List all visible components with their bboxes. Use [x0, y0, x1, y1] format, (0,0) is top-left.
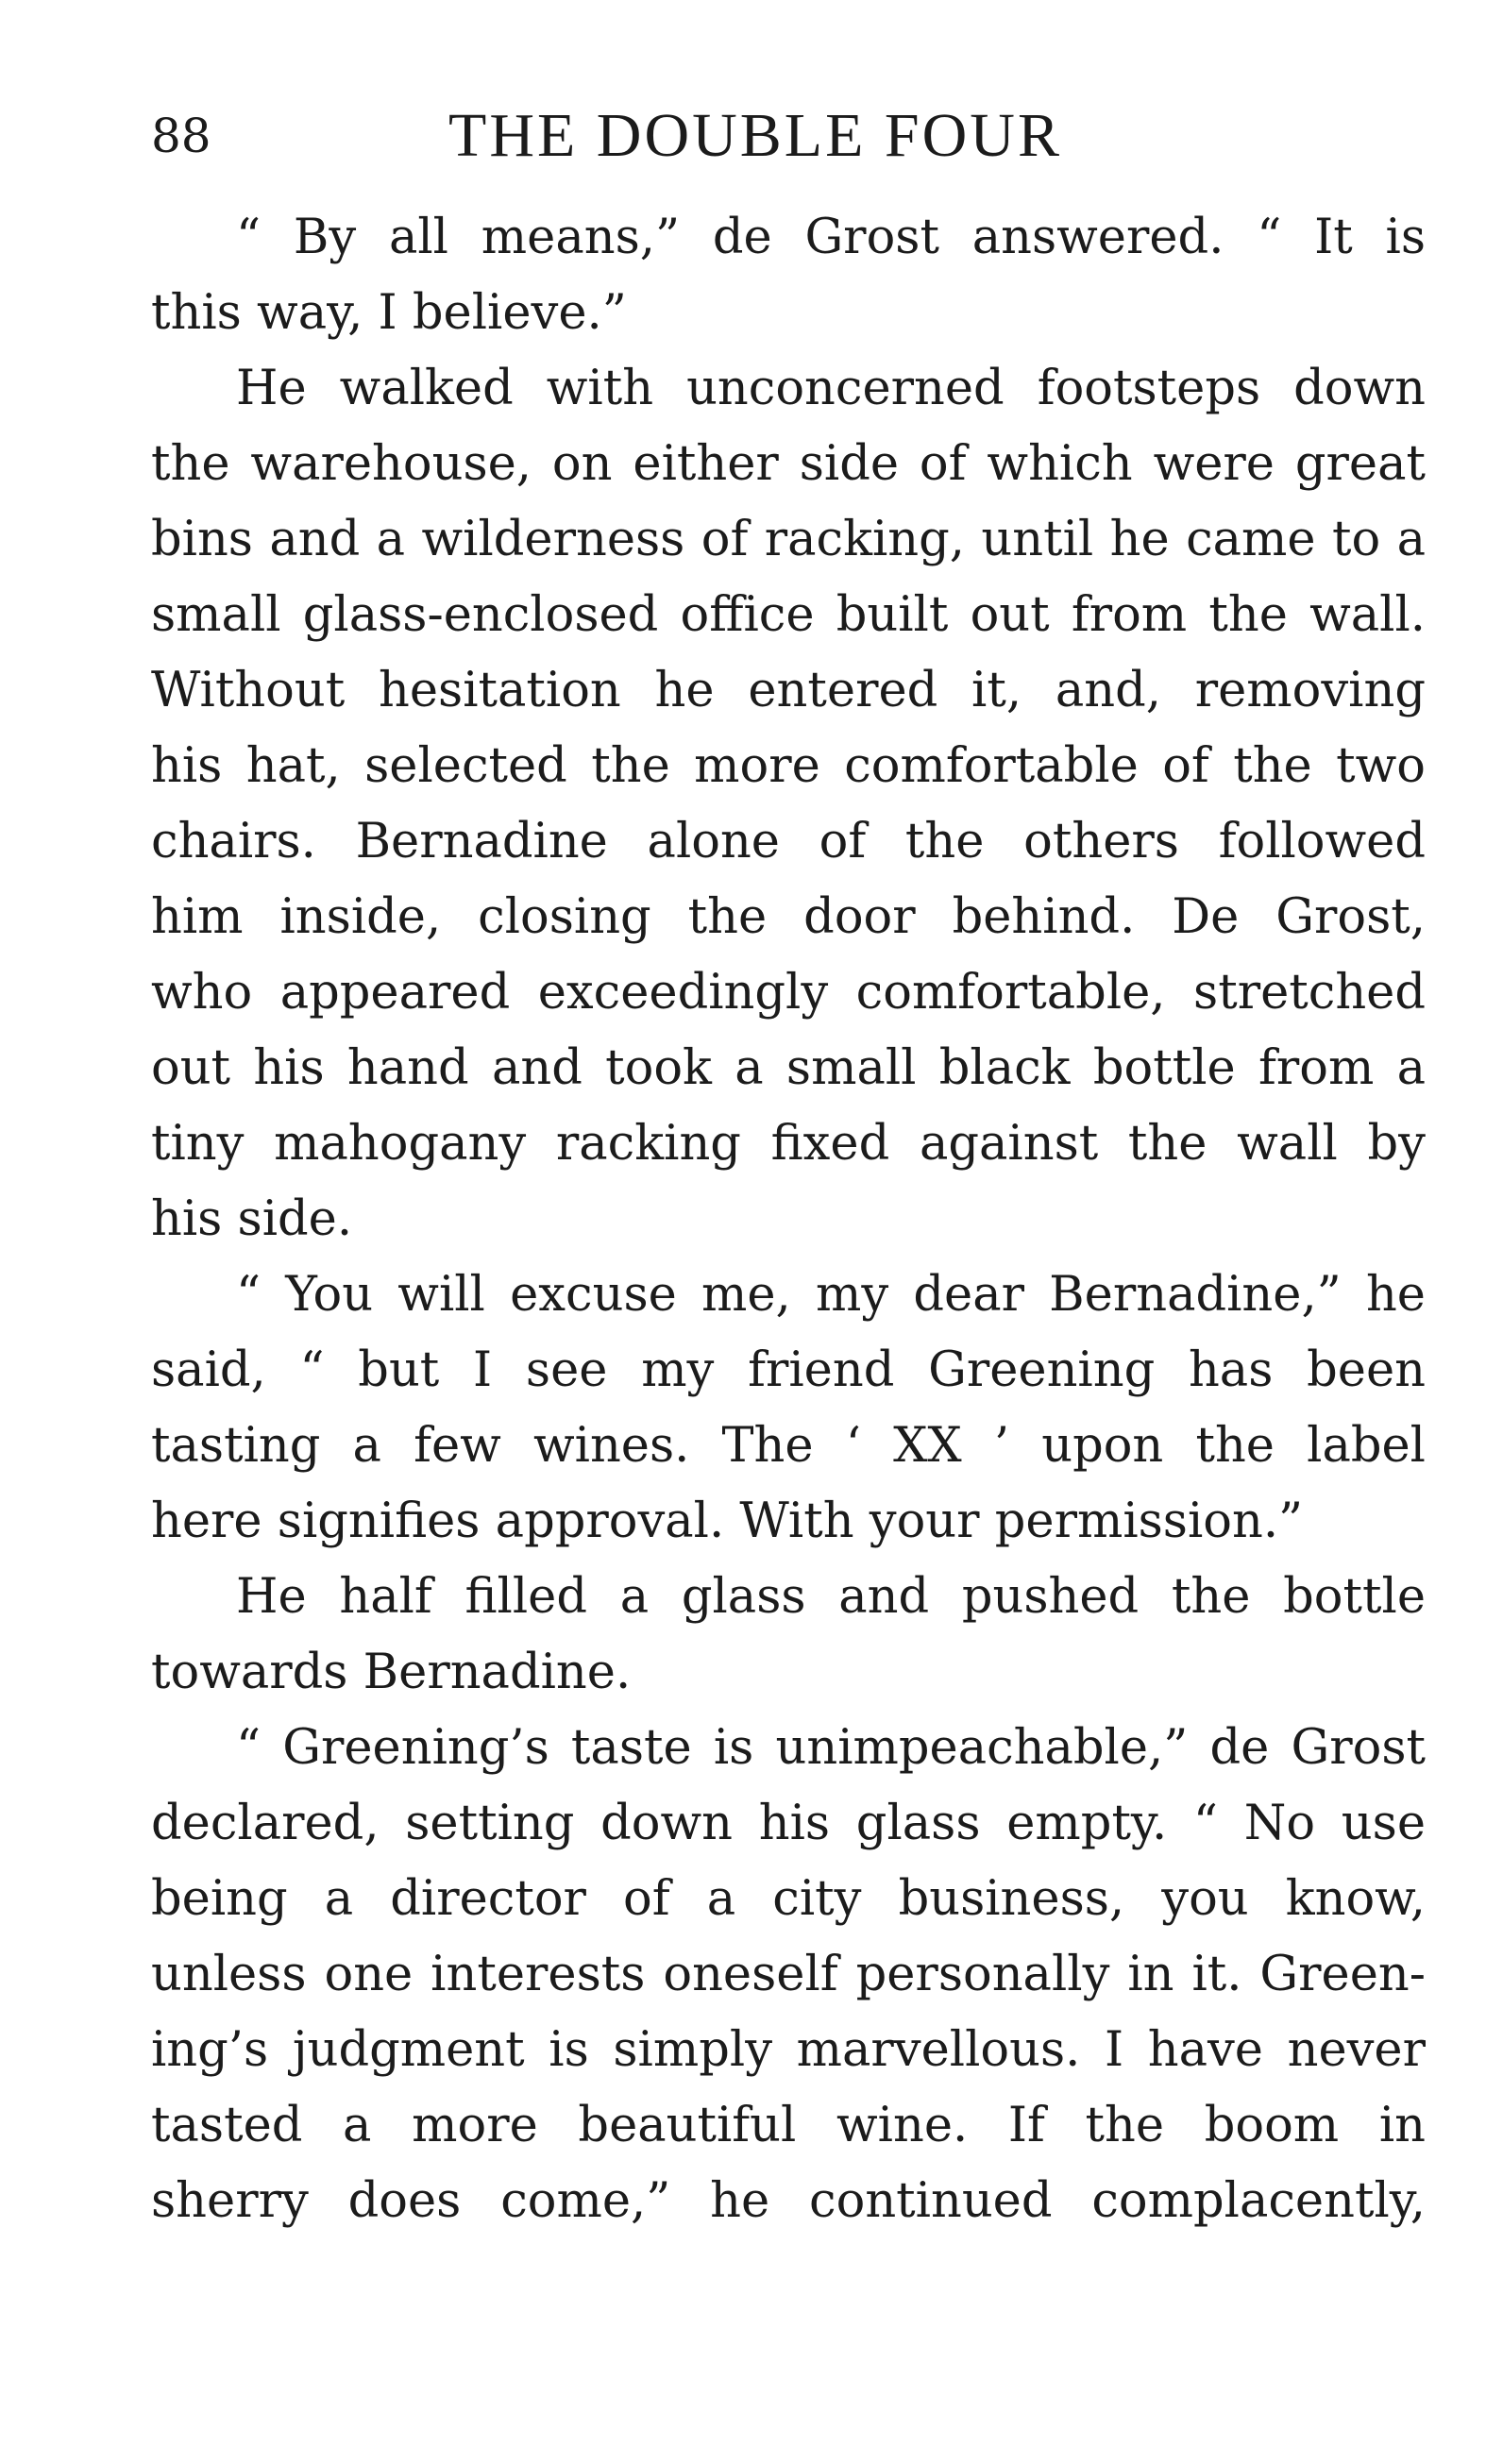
text-line: He half filled a glass and pushed the bottle	[236, 1569, 1426, 1625]
text-line: out his hand and took a small black bottle from a	[151, 1040, 1426, 1096]
text-line: chairs. Bernadine alone of the others followed	[151, 814, 1426, 869]
text-line: tiny mahogany racking fixed against the wall by	[151, 1116, 1426, 1172]
text-line: the warehouse, on either side of which were great	[151, 436, 1426, 492]
paragraph	[151, 351, 1426, 1257]
text-line: him inside, closing the door behind. De Grost,	[151, 889, 1426, 945]
text-line: his hat, selected the more comfortable of the two	[151, 738, 1426, 794]
paragraph	[151, 1257, 1426, 1560]
text-line: “ By all means,” de Grost answered. “ It is	[236, 210, 1426, 265]
text-line: sherry does come,” he continued complacently,	[151, 2173, 1426, 2229]
paragraph	[151, 1560, 1426, 1711]
page-number: 88	[151, 109, 211, 163]
text-line: small glass-enclosed office built out from the wall.	[151, 587, 1426, 643]
body-text	[151, 200, 1426, 2239]
text-line: bins and a wilderness of racking, until he came to a	[151, 512, 1426, 567]
text-line: tasting a few wines. The ‘ XX ’ upon the label	[151, 1418, 1426, 1474]
text-line: Without hesitation he entered it, and, removing	[151, 663, 1426, 718]
paragraph	[151, 200, 1426, 351]
text-line: his side.	[151, 1191, 353, 1247]
text-line: unless one interests oneself personally in it. Green-	[151, 1947, 1426, 2002]
text-line: “ You will excuse me, my dear Bernadine,” he	[236, 1267, 1426, 1323]
page-header	[151, 102, 1426, 177]
text-line: tasted a more beautiful wine. If the boom in	[151, 2098, 1426, 2153]
text-line: this way, I believe.”	[151, 285, 627, 341]
text-line: He walked with unconcerned footsteps down	[236, 361, 1426, 416]
text-line: who appeared exceedingly comfortable, stretched	[151, 965, 1426, 1021]
text-line: being a director of a city business, you know,	[151, 1871, 1426, 1927]
text-line: declared, setting down his glass empty. “ No use	[151, 1796, 1426, 1851]
text-line: towards Bernadine.	[151, 1645, 632, 1700]
text-line: said, “ but I see my friend Greening has been	[151, 1342, 1426, 1398]
running-title: THE DOUBLE FOUR	[448, 101, 1062, 170]
text-line: “ Greening’s taste is unimpeachable,” de Grost	[236, 1720, 1426, 1776]
paragraph	[151, 1711, 1426, 2239]
text-line: ing’s judgment is simply marvellous. I have never	[151, 2022, 1426, 2078]
text-line: here signifies approval. With your permission.”	[151, 1494, 1304, 1549]
